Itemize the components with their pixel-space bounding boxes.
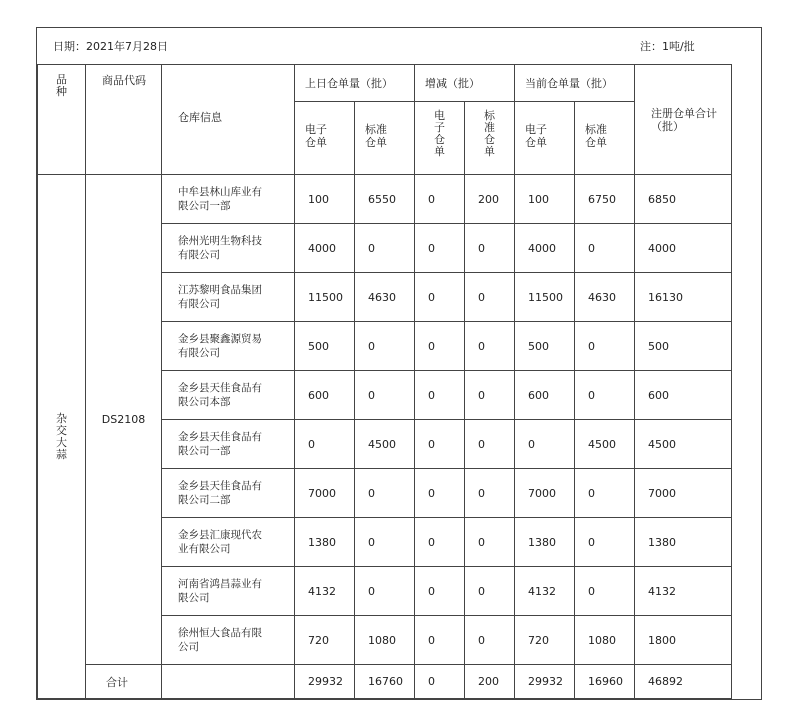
value-cell-cur-e: 600: [515, 371, 575, 420]
value-cell-chg-e: 0: [415, 518, 465, 567]
subheader-current-electronic: 电子仓单: [515, 102, 575, 175]
value-cell-prev-e: 1380: [295, 518, 355, 567]
value-cell-chg-s: 0: [465, 567, 515, 616]
subtotal-label: 合计: [86, 665, 162, 699]
value-cell-total: 4500: [635, 420, 732, 469]
subheader-current-standard: 标准仓单: [575, 102, 635, 175]
table-row: [38, 175, 732, 224]
subtotal-cell-cur-s: 16960: [575, 665, 635, 699]
value-cell-chg-e: 0: [415, 616, 465, 665]
value-cell-cur-s: 0: [575, 224, 635, 273]
value-cell-prev-e: 600: [295, 371, 355, 420]
value-cell-prev-e: 0: [295, 420, 355, 469]
value-cell-cur-e: 4132: [515, 567, 575, 616]
value-cell-prev-e: 4000: [295, 224, 355, 273]
value-cell-cur-s: 6750: [575, 175, 635, 224]
value-cell-chg-e: 0: [415, 175, 465, 224]
warehouse-receipt-sheet: [36, 27, 762, 700]
value-cell-total: 600: [635, 371, 732, 420]
value-cell-prev-s: 6550: [355, 175, 415, 224]
value-cell-chg-s: 0: [465, 616, 515, 665]
value-cell-cur-e: 100: [515, 175, 575, 224]
value-cell-total: 7000: [635, 469, 732, 518]
value-cell-cur-s: 4500: [575, 420, 635, 469]
value-cell-total: 16130: [635, 273, 732, 322]
warehouse-receipt-table: [37, 64, 732, 699]
value-cell-cur-e: 500: [515, 322, 575, 371]
value-cell-prev-s: 0: [355, 224, 415, 273]
unit-note: 注：1吨/批: [640, 40, 695, 53]
subtotal-warehouse-cell: [162, 665, 295, 699]
subtotal-cell-chg-e: 0: [415, 665, 465, 699]
warehouse-name-cell: 金乡县天佳食品有限公司本部: [162, 371, 295, 420]
value-cell-prev-e: 7000: [295, 469, 355, 518]
value-cell-cur-e: 720: [515, 616, 575, 665]
value-cell-total: 1380: [635, 518, 732, 567]
value-cell-chg-e: 0: [415, 371, 465, 420]
subtotal-row: [38, 665, 732, 699]
value-cell-cur-s: 0: [575, 567, 635, 616]
warehouse-name-cell: 徐州光明生物科技有限公司: [162, 224, 295, 273]
subtotal-cell-prev-e: 29932: [295, 665, 355, 699]
value-cell-total: 6850: [635, 175, 732, 224]
value-cell-prev-e: 720: [295, 616, 355, 665]
value-cell-cur-s: 4630: [575, 273, 635, 322]
value-cell-prev-e: 100: [295, 175, 355, 224]
category-cell: 杂交大蒜: [38, 175, 86, 699]
value-cell-prev-s: 4500: [355, 420, 415, 469]
warehouse-name-cell: 金乡县天佳食品有限公司二部: [162, 469, 295, 518]
value-cell-prev-s: 1080: [355, 616, 415, 665]
col-header-warehouse: 仓库信息: [162, 65, 295, 175]
value-cell-cur-e: 4000: [515, 224, 575, 273]
value-cell-cur-s: 0: [575, 518, 635, 567]
col-header-current-group: 当前仓单量（批）: [515, 65, 635, 102]
value-cell-cur-e: 11500: [515, 273, 575, 322]
value-cell-chg-s: 200: [465, 175, 515, 224]
value-cell-prev-e: 11500: [295, 273, 355, 322]
value-cell-prev-e: 500: [295, 322, 355, 371]
value-cell-chg-s: 0: [465, 420, 515, 469]
col-header-change-group: 增减（批）: [415, 65, 515, 102]
value-cell-chg-e: 0: [415, 469, 465, 518]
subheader-prev-electronic: 电子仓单: [295, 102, 355, 175]
value-cell-total: 1800: [635, 616, 732, 665]
subtotal-cell-cur-e: 29932: [515, 665, 575, 699]
value-cell-chg-s: 0: [465, 273, 515, 322]
report-date: 日期：2021年7月28日: [53, 40, 168, 53]
subtotal-cell-prev-s: 16760: [355, 665, 415, 699]
value-cell-prev-e: 4132: [295, 567, 355, 616]
value-cell-prev-s: 0: [355, 469, 415, 518]
value-cell-cur-s: 1080: [575, 616, 635, 665]
value-cell-cur-s: 0: [575, 371, 635, 420]
subheader-change-standard: 标准仓单: [465, 102, 515, 175]
warehouse-name-cell: 金乡县天佳食品有限公司一部: [162, 420, 295, 469]
col-header-category: 品种: [38, 65, 86, 175]
value-cell-cur-s: 0: [575, 322, 635, 371]
value-cell-chg-s: 0: [465, 224, 515, 273]
sheet-header: [37, 28, 761, 64]
warehouse-name-cell: 徐州恒大食品有限公司: [162, 616, 295, 665]
value-cell-prev-s: 0: [355, 567, 415, 616]
warehouse-name-cell: 金乡县汇康现代农业有限公司: [162, 518, 295, 567]
value-cell-chg-s: 0: [465, 322, 515, 371]
value-cell-total: 500: [635, 322, 732, 371]
col-header-code: 商品代码: [86, 65, 162, 175]
value-cell-total: 4132: [635, 567, 732, 616]
product-code-cell: DS2108: [86, 175, 162, 665]
value-cell-cur-e: 1380: [515, 518, 575, 567]
value-cell-chg-s: 0: [465, 469, 515, 518]
value-cell-chg-e: 0: [415, 224, 465, 273]
subtotal-cell-chg-s: 200: [465, 665, 515, 699]
subheader-prev-standard: 标准仓单: [355, 102, 415, 175]
value-cell-chg-s: 0: [465, 518, 515, 567]
value-cell-chg-s: 0: [465, 371, 515, 420]
subheader-change-electronic: 电子仓单: [415, 102, 465, 175]
col-header-prev-group: 上日仓单量（批）: [295, 65, 415, 102]
value-cell-chg-e: 0: [415, 273, 465, 322]
subtotal-cell-total: 46892: [635, 665, 732, 699]
value-cell-cur-e: 0: [515, 420, 575, 469]
value-cell-prev-s: 4630: [355, 273, 415, 322]
value-cell-prev-s: 0: [355, 371, 415, 420]
col-header-registered-total: 注册仓单合计（批）: [635, 65, 732, 175]
warehouse-name-cell: 金乡县聚鑫源贸易有限公司: [162, 322, 295, 371]
value-cell-cur-e: 7000: [515, 469, 575, 518]
value-cell-chg-e: 0: [415, 567, 465, 616]
value-cell-cur-s: 0: [575, 469, 635, 518]
warehouse-name-cell: 中牟县林山库业有限公司一部: [162, 175, 295, 224]
value-cell-prev-s: 0: [355, 518, 415, 567]
value-cell-chg-e: 0: [415, 322, 465, 371]
value-cell-chg-e: 0: [415, 420, 465, 469]
warehouse-name-cell: 河南省鸿昌蒜业有限公司: [162, 567, 295, 616]
value-cell-total: 4000: [635, 224, 732, 273]
value-cell-prev-s: 0: [355, 322, 415, 371]
warehouse-name-cell: 江苏黎明食品集团有限公司: [162, 273, 295, 322]
